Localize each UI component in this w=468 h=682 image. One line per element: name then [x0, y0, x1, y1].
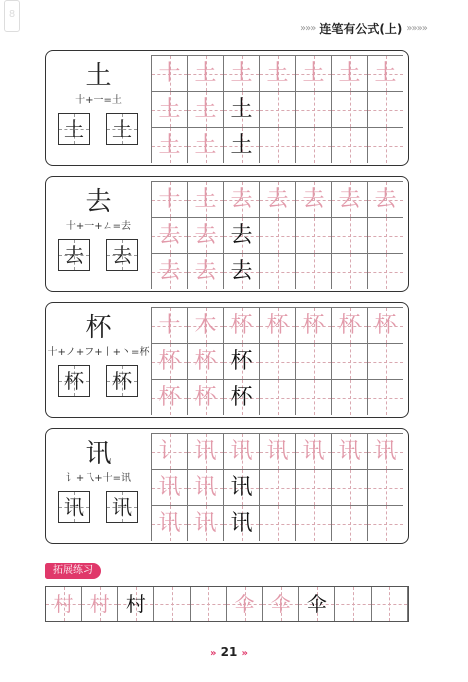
trace-character: 讯: [194, 439, 217, 464]
grid-cell[interactable]: [331, 433, 367, 469]
practice-card: [45, 176, 409, 292]
grid-cell[interactable]: [259, 253, 295, 289]
grid-cell[interactable]: [367, 181, 403, 217]
trace-character: 讯: [374, 439, 397, 464]
trace-character: 讯: [230, 475, 253, 500]
trace-character: [332, 380, 367, 415]
grid-cell[interactable]: [295, 307, 331, 343]
trace-character: 讯: [338, 439, 361, 464]
extension-cell[interactable]: [46, 587, 82, 621]
extension-character: 村: [89, 592, 110, 616]
trace-character: [260, 506, 295, 541]
header-title: 连笔有公式(上): [319, 21, 403, 36]
trace-character: 土: [338, 61, 361, 86]
trace-character: 去: [158, 223, 181, 248]
trace-character: 土: [194, 187, 217, 212]
grid-cell[interactable]: [367, 505, 403, 541]
grid-cell[interactable]: [331, 253, 367, 289]
grid-cell[interactable]: [259, 91, 295, 127]
extension-cell[interactable]: [227, 587, 263, 621]
trace-character: 十: [158, 313, 181, 338]
example-box: [58, 239, 90, 271]
trace-character: 去: [230, 187, 253, 212]
trace-character: 讯: [230, 511, 253, 536]
trace-character: [296, 344, 331, 379]
grid-cell[interactable]: [367, 433, 403, 469]
trace-character: 去: [230, 259, 253, 284]
grid-cell[interactable]: [295, 343, 331, 379]
example-box: [106, 239, 138, 271]
trace-character: 去: [194, 259, 217, 284]
page-number-value: 21: [220, 645, 238, 659]
grid-cell[interactable]: [259, 469, 295, 505]
stroke-formula: 讠+乁+十=讯: [65, 473, 132, 484]
example-character: 土: [64, 117, 84, 141]
main-character: 讯: [85, 439, 112, 469]
grid-cell[interactable]: [367, 379, 403, 415]
grid-cell[interactable]: [187, 91, 223, 127]
trace-character: 木: [194, 313, 217, 338]
grid-cell[interactable]: [187, 181, 223, 217]
example-character: 讯: [64, 495, 84, 519]
grid-cell[interactable]: [259, 217, 295, 253]
trace-character: 去: [266, 187, 289, 212]
grid-cell[interactable]: [331, 469, 367, 505]
trace-character: 土: [194, 133, 217, 158]
trace-character: 土: [266, 61, 289, 86]
grid-cell[interactable]: [151, 127, 187, 163]
trace-character: 讯: [194, 475, 217, 500]
grid-cell[interactable]: [187, 379, 223, 415]
grid-cell[interactable]: [151, 505, 187, 541]
card-left-panel: [46, 177, 151, 291]
extension-cell[interactable]: [155, 587, 191, 621]
grid-cell[interactable]: [223, 379, 259, 415]
trace-character: [332, 470, 367, 505]
trace-character: [368, 506, 403, 541]
grid-cell[interactable]: [187, 217, 223, 253]
trace-character: [260, 218, 295, 253]
grid-cell[interactable]: [223, 505, 259, 541]
extension-cell[interactable]: [336, 587, 372, 621]
grid-cell[interactable]: [331, 505, 367, 541]
grid-cell[interactable]: [295, 181, 331, 217]
page-chevron-right-icon: »: [241, 648, 249, 659]
grid-cell[interactable]: [259, 343, 295, 379]
trace-character: 杯: [302, 313, 325, 338]
grid-cell[interactable]: [331, 217, 367, 253]
stroke-formula: 十+ノ+フ+丨+丶=杯: [47, 347, 150, 358]
grid-cell[interactable]: [331, 181, 367, 217]
trace-character: 讯: [194, 511, 217, 536]
grid-cell[interactable]: [331, 307, 367, 343]
extension-character: [191, 587, 226, 621]
grid-cell[interactable]: [151, 253, 187, 289]
grid-cell[interactable]: [295, 505, 331, 541]
trace-character: [296, 254, 331, 289]
grid-cell[interactable]: [295, 433, 331, 469]
grid-cell[interactable]: [367, 91, 403, 127]
grid-cell[interactable]: [259, 181, 295, 217]
trace-character: 十: [158, 187, 181, 212]
example-character: 讯: [112, 495, 132, 519]
example-character: 去: [64, 243, 84, 267]
grid-cell[interactable]: [367, 253, 403, 289]
trace-character: [260, 254, 295, 289]
trace-character: [296, 218, 331, 253]
practice-card: [45, 50, 409, 166]
trace-character: 土: [230, 61, 253, 86]
trace-character: [260, 380, 295, 415]
trace-character: 十: [158, 61, 181, 86]
trace-character: 讯: [230, 439, 253, 464]
grid-cell[interactable]: [151, 379, 187, 415]
trace-character: [260, 470, 295, 505]
trace-character: 杯: [158, 349, 181, 374]
trace-character: 杯: [194, 349, 217, 374]
example-character: 杯: [64, 369, 84, 393]
trace-character: [296, 92, 331, 127]
grid-cell[interactable]: [223, 181, 259, 217]
grid-cell[interactable]: [295, 55, 331, 91]
trace-character: 土: [158, 97, 181, 122]
grid-cell[interactable]: [223, 253, 259, 289]
trace-character: [332, 344, 367, 379]
main-character: 土: [85, 61, 112, 91]
extension-cell[interactable]: [299, 587, 335, 621]
card-left-panel: [46, 51, 151, 165]
grid-cell[interactable]: [223, 55, 259, 91]
grid-cell[interactable]: [367, 343, 403, 379]
grid-cell[interactable]: [223, 91, 259, 127]
grid-cell[interactable]: [367, 307, 403, 343]
extension-character: [336, 587, 371, 621]
trace-character: [332, 92, 367, 127]
grid-cell[interactable]: [295, 253, 331, 289]
grid-cell[interactable]: [151, 55, 187, 91]
main-character: 杯: [85, 313, 112, 343]
extension-character: 伞: [234, 592, 255, 616]
extension-practice-row: [45, 586, 409, 622]
grid-cell[interactable]: [259, 55, 295, 91]
page-header: [300, 18, 427, 38]
extension-cell[interactable]: [82, 587, 118, 621]
stroke-formula: 十+一=土: [75, 95, 122, 106]
example-box: [58, 113, 90, 145]
trace-character: 杯: [158, 385, 181, 410]
trace-character: 土: [194, 61, 217, 86]
grid-cell[interactable]: [151, 433, 187, 469]
grid-cell[interactable]: [151, 91, 187, 127]
main-character: 去: [85, 187, 112, 217]
trace-character: [332, 218, 367, 253]
extension-character: 村: [125, 592, 146, 616]
grid-cell[interactable]: [187, 307, 223, 343]
grid-cell[interactable]: [331, 55, 367, 91]
extension-character: [372, 587, 407, 621]
grid-cell[interactable]: [295, 217, 331, 253]
grid-cell[interactable]: [187, 253, 223, 289]
grid-cell[interactable]: [151, 181, 187, 217]
grid-cell[interactable]: [295, 469, 331, 505]
trace-character: 讯: [266, 439, 289, 464]
trace-character: 去: [338, 187, 361, 212]
grid-cell[interactable]: [295, 127, 331, 163]
stroke-formula: 十+一+ㄥ=去: [65, 221, 132, 232]
trace-character: 土: [158, 133, 181, 158]
example-box: [58, 365, 90, 397]
card-left-panel: [46, 303, 151, 417]
extension-cell[interactable]: [372, 587, 408, 621]
grid-cell[interactable]: [367, 55, 403, 91]
example-box: [58, 491, 90, 523]
extension-character: [155, 587, 190, 621]
trace-character: [332, 254, 367, 289]
grid-cell[interactable]: [151, 307, 187, 343]
trace-character: [332, 128, 367, 163]
extension-character: 伞: [270, 592, 291, 616]
example-box: [106, 113, 138, 145]
grid-cell[interactable]: [331, 91, 367, 127]
page-number: [210, 645, 248, 659]
trace-character: [260, 92, 295, 127]
grid-cell[interactable]: [223, 127, 259, 163]
trace-character: 杯: [266, 313, 289, 338]
grid-cell[interactable]: [187, 343, 223, 379]
example-box: [106, 491, 138, 523]
trace-character: [260, 344, 295, 379]
trace-character: [368, 92, 403, 127]
grid-cell[interactable]: [295, 379, 331, 415]
grid-cell[interactable]: [223, 307, 259, 343]
extension-cell[interactable]: [191, 587, 227, 621]
grid-cell[interactable]: [259, 307, 295, 343]
trace-character: 讯: [158, 475, 181, 500]
grid-cell[interactable]: [151, 217, 187, 253]
grid-cell[interactable]: [187, 469, 223, 505]
grid-cell[interactable]: [259, 127, 295, 163]
practice-card: [45, 302, 409, 418]
trace-character: [368, 344, 403, 379]
trace-character: 杯: [194, 385, 217, 410]
trace-character: 去: [230, 223, 253, 248]
trace-character: 杯: [374, 313, 397, 338]
grid-cell[interactable]: [187, 55, 223, 91]
trace-character: [296, 506, 331, 541]
trace-character: 杯: [230, 385, 253, 410]
trace-character: [368, 380, 403, 415]
example-character: 去: [112, 243, 132, 267]
trace-character: 去: [302, 187, 325, 212]
grid-cell[interactable]: [187, 127, 223, 163]
trace-character: 讯: [302, 439, 325, 464]
trace-character: 去: [374, 187, 397, 212]
example-character: 土: [112, 117, 132, 141]
trace-character: 去: [194, 223, 217, 248]
example-box: [106, 365, 138, 397]
grid-cell[interactable]: [367, 217, 403, 253]
extension-character: 村: [53, 592, 74, 616]
header-chevrons-right-icon: »»»»: [406, 22, 427, 34]
trace-character: 杯: [338, 313, 361, 338]
header-chevrons-icon: »»»: [300, 22, 316, 34]
grid-cell[interactable]: [259, 379, 295, 415]
extension-cell[interactable]: [263, 587, 299, 621]
practice-card: [45, 428, 409, 544]
trace-character: 土: [374, 61, 397, 86]
trace-character: 讯: [158, 511, 181, 536]
trace-character: [296, 380, 331, 415]
page-chevron-left-icon: »: [210, 648, 217, 659]
trace-character: 土: [194, 97, 217, 122]
trace-character: [368, 470, 403, 505]
grid-cell[interactable]: [295, 91, 331, 127]
trace-character: [368, 218, 403, 253]
grid-cell[interactable]: [223, 433, 259, 469]
grid-cell[interactable]: [331, 379, 367, 415]
trace-character: [260, 128, 295, 163]
grid-cell[interactable]: [367, 127, 403, 163]
trace-character: [368, 254, 403, 289]
example-character: 杯: [112, 369, 132, 393]
trace-character: [332, 506, 367, 541]
trace-character: 杯: [230, 349, 253, 374]
trace-character: [296, 128, 331, 163]
trace-character: 土: [230, 97, 253, 122]
grid-cell[interactable]: [223, 469, 259, 505]
trace-character: 去: [158, 259, 181, 284]
grid-cell[interactable]: [151, 469, 187, 505]
trace-character: [296, 470, 331, 505]
grid-cell[interactable]: [367, 469, 403, 505]
grid-cell[interactable]: [151, 343, 187, 379]
grid-cell[interactable]: [187, 505, 223, 541]
card-left-panel: [46, 429, 151, 543]
trace-character: 土: [230, 133, 253, 158]
trace-character: 土: [302, 61, 325, 86]
extension-label: 拓展练习: [45, 563, 101, 579]
trace-character: 讠: [158, 439, 181, 464]
corner-tab: 8: [4, 0, 20, 32]
grid-cell[interactable]: [187, 433, 223, 469]
extension-character: 伞: [306, 592, 327, 616]
trace-character: [368, 128, 403, 163]
grid-cell[interactable]: [259, 433, 295, 469]
trace-character: 杯: [230, 313, 253, 338]
extension-cell[interactable]: [118, 587, 154, 621]
grid-cell[interactable]: [331, 343, 367, 379]
grid-cell[interactable]: [259, 505, 295, 541]
grid-cell[interactable]: [223, 217, 259, 253]
grid-cell[interactable]: [223, 343, 259, 379]
grid-cell[interactable]: [331, 127, 367, 163]
